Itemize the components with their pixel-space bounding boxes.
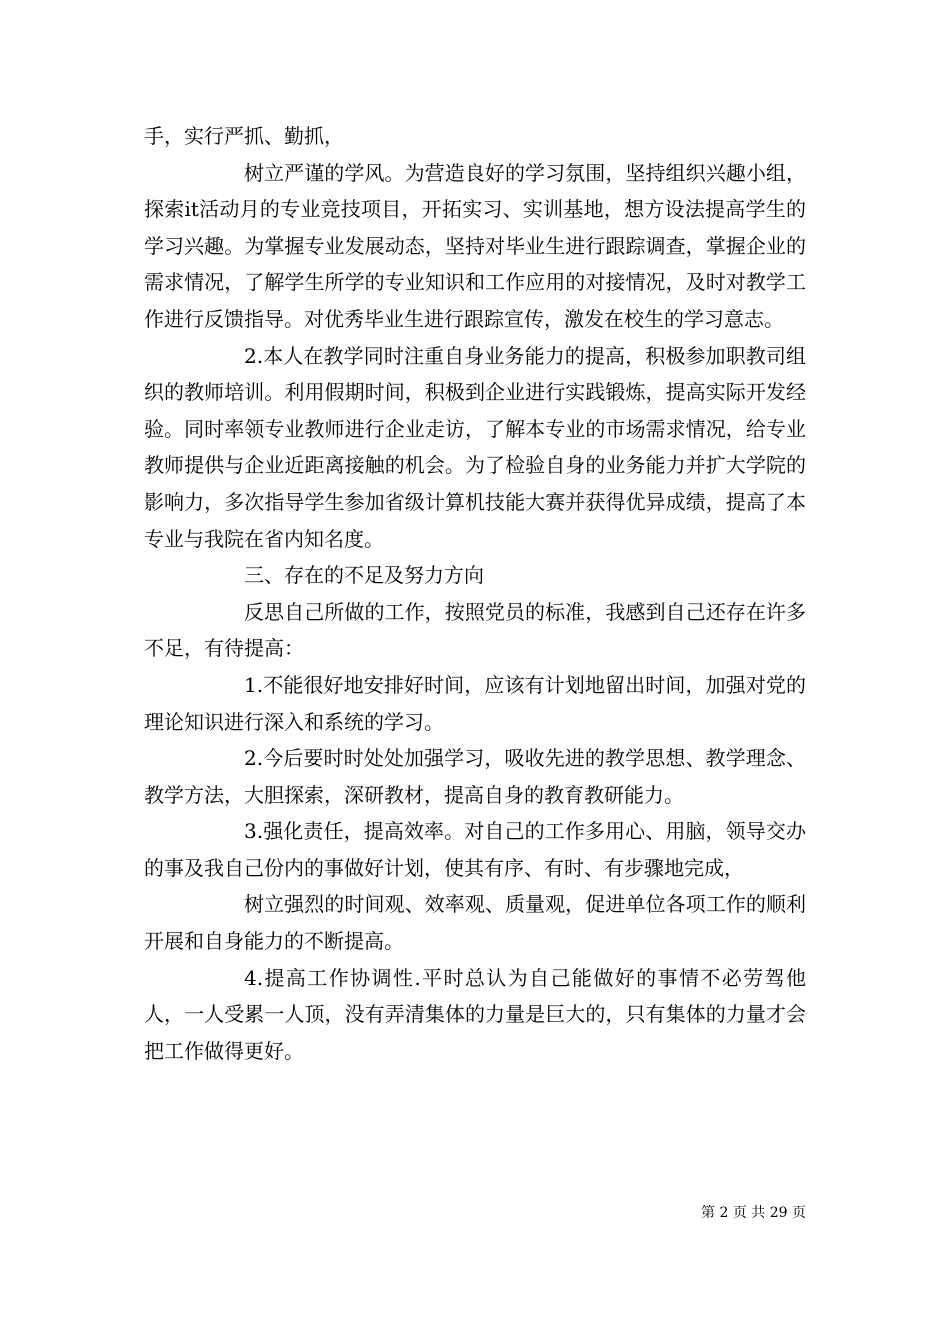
paragraph-3: 2.本人在教学同时注重自身业务能力的提高，积极参加职教司组织的教师培训。利用假期时间，积极到企业进行实践锻炼，提高实际开发经验。同时率领专业教师进行企业走访，了解本专业的市场需求情况，给专业教师提供与企业近距离接触的机会。为了检验自身的业务能力并扩大学院的影响力，多次指导学生参加省级计算机技能大赛并获得优异成绩，提高了本专业与我院在省内知名度。 [144, 343, 806, 551]
paragraph-2: 树立严谨的学风。为营造良好的学习氛围，坚持组织兴趣小组，探索it活动月的专业竞技项目，开拓实习、实训基地，想方设法提高学生的学习兴趣。为掌握专业发展动态，坚持对毕业生进行跟踪调查，掌握企业的需求情况，了解学生所学的专业知识和工作应用的对接情况，及时对教学工作进行反馈指导。对优秀毕业生进行跟踪宣传，激发在校生的学习意志。 [144, 160, 806, 331]
page-number-footer: 第 2 页 共 29 页 [701, 1205, 806, 1221]
list-item-1: 1.不能很好地安排好时间，应该有计划地留出时间，加强对党的理论知识进行深入和系统的学习。 [144, 672, 806, 734]
list-item-3: 3.强化责任，提高效率。对自己的工作多用心、用脑，领导交办的事及我自己份内的事做好计划，使其有序、有时、有步骤地完成， [144, 819, 806, 880]
document-body [144, 118, 806, 1069]
paragraph-1: 手，实行严抓、勤抓， [144, 124, 344, 148]
list-item-2: 2.今后要时时处处加强学习，吸收先进的教学思想、教学理念、教学方法，大胆探索，深研教材，提高自身的教育教研能力。 [144, 746, 806, 807]
paragraph-5: 反思自己所做的工作，按照党员的标准，我感到自己还存在许多不足，有待提高： [144, 599, 806, 661]
list-item-4: 4.提高工作协调性.平时总认为自己能做好的事情不必劳驾他人，一人受累一人顶，没有弄清集体的力量是巨大的，只有集体的力量才会把工作做得更好。 [144, 965, 806, 1063]
section-heading: 三、存在的不足及努力方向 [244, 563, 484, 588]
paragraph-9: 树立强烈的时间观、效率观、质量观，促进单位各项工作的顺利开展和自身能力的不断提高。 [144, 892, 806, 954]
